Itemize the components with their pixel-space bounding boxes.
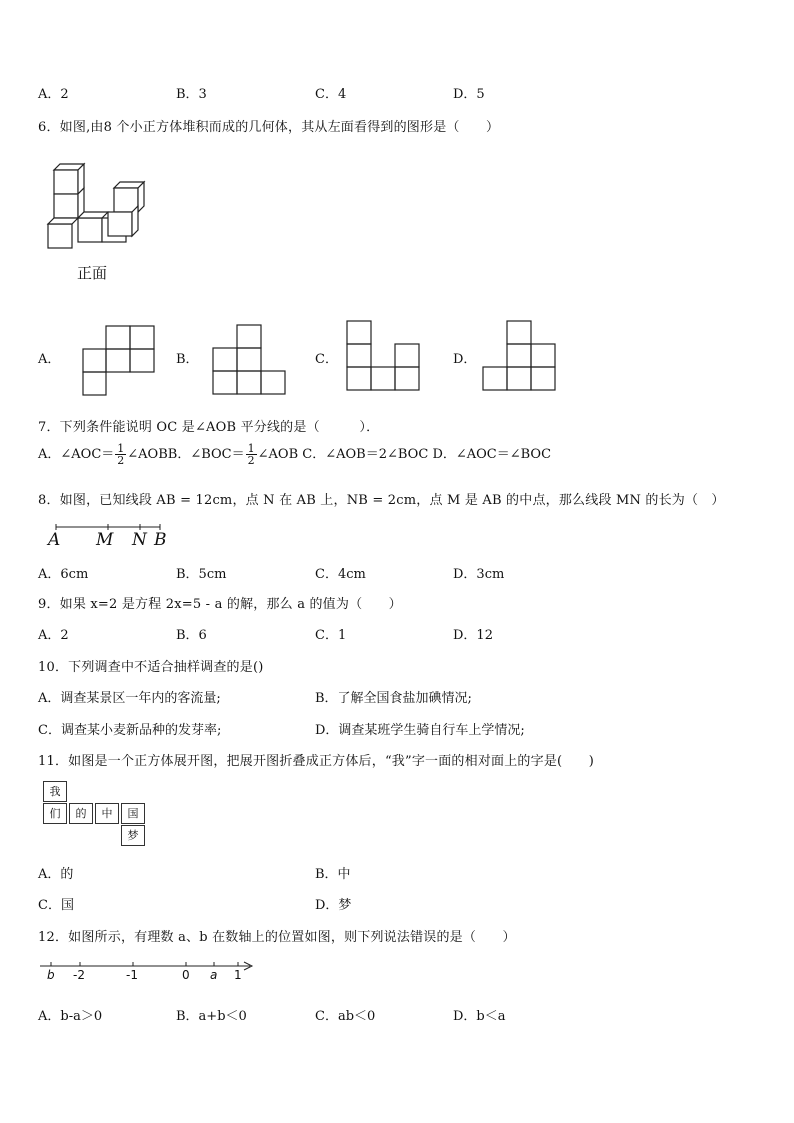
net-cell-meng: 梦 <box>121 825 145 846</box>
q12-label-b: b <box>47 968 55 982</box>
q7-option-b-suffix: ∠AOB <box>257 447 299 462</box>
q10-option-b: B．了解全国食盐加碘情况; <box>315 691 472 706</box>
q5-option-c: C．4 <box>315 87 347 102</box>
q6-stem: 6．如图,由8 个小正方体堆积而成的几何体，其从左面看得到的图形是（ ） <box>38 120 500 135</box>
q12-stem: 12．如图所示，有理数 a、b 在数轴上的位置如图，则下列说法错误的是（ ） <box>38 930 516 945</box>
q8-point-m: M <box>96 530 114 550</box>
q6-caption: 正面 <box>77 264 108 282</box>
q9-option-a: A．2 <box>38 628 69 643</box>
q12-label-0: 0 <box>182 968 190 982</box>
net-cell-wo: 我 <box>43 781 67 802</box>
q6-label-d: D． <box>453 352 477 367</box>
q9-stem: 9．如果 x=2 是方程 2x=5 - a 的解，那么 a 的值为（ ） <box>38 597 402 612</box>
q12-label-neg2: -2 <box>73 968 85 982</box>
q12-option-c: C．ab＜0 <box>315 1009 376 1024</box>
q7-stem: 7．下列条件能说明 OC 是∠AOB 平分线的是（ ）． <box>38 420 380 435</box>
q7-options-line <box>38 443 551 466</box>
q6-label-a: A． <box>38 352 61 367</box>
q9-option-c: C．1 <box>315 628 347 643</box>
q11-option-b: B．中 <box>315 867 351 882</box>
q8-option-c: C．4cm <box>315 567 366 582</box>
q6-option-a-figure <box>82 325 156 397</box>
q6-option-b-figure <box>212 324 288 396</box>
q12-number-line <box>38 958 260 978</box>
q8-stem: 8．如图，已知线段 AB = 12cm，点 N 在 AB 上，NB = 2cm，点 M 是 AB 的中点，那么线段 MN 的长为（ ） <box>38 493 725 508</box>
q6-label-b: B． <box>176 352 199 367</box>
q8-option-d: D．3cm <box>453 567 505 582</box>
q6-option-d-figure <box>482 320 558 394</box>
q5-option-d: D．5 <box>453 87 485 102</box>
q8-point-n: N <box>132 530 147 550</box>
q11-stem: 11．如图是一个正方体展开图，把展开图折叠成正方体后，“我”字一面的相对面上的字是( ) <box>38 754 594 769</box>
q8-point-a: A <box>48 530 61 550</box>
q6-label-c: C． <box>315 352 338 367</box>
q7-option-b-prefix: B．∠BOC＝ <box>167 447 245 462</box>
q12-label-a: a <box>210 968 218 982</box>
q8-option-a: A．6cm <box>38 567 89 582</box>
q7-option-c: C．∠AOB＝2∠BOC <box>302 447 429 462</box>
q10-option-c: C．调查某小麦新品种的发芽率; <box>38 723 222 738</box>
net-cell-men: 们 <box>43 803 67 824</box>
net-cell-guo: 国 <box>121 803 145 824</box>
q12-option-d: D．b＜a <box>453 1009 506 1024</box>
q7-option-d: D．∠AOC＝∠BOC <box>432 447 552 462</box>
q7-option-a-prefix: A．∠AOC＝ <box>38 447 115 462</box>
q7-option-b-fraction: $\frac{1}{2}$ <box>247 442 255 467</box>
q8-point-b: B <box>154 530 167 550</box>
q9-option-d: D．12 <box>453 628 493 643</box>
q5-option-b: B．3 <box>176 87 207 102</box>
q10-stem: 10．下列调查中不适合抽样调查的是() <box>38 660 264 675</box>
q10-option-a: A．调查某景区一年内的客流量; <box>38 691 221 706</box>
net-cell-zhong: 中 <box>95 803 119 824</box>
net-cell-de: 的 <box>69 803 93 824</box>
q11-option-a: A．的 <box>38 867 74 882</box>
q12-label-1: 1 <box>234 968 242 982</box>
q12-option-a: A．b-a＞0 <box>38 1009 103 1024</box>
q11-option-d: D．梦 <box>315 898 352 913</box>
q6-stacked-cubes-figure <box>44 160 154 255</box>
q6-option-c-figure <box>346 320 422 394</box>
q8-option-b: B．5cm <box>176 567 227 582</box>
q12-label-neg1: -1 <box>126 968 138 982</box>
q7-option-a-suffix: ∠AOB <box>127 447 168 462</box>
q5-option-a: A．2 <box>38 87 69 102</box>
q10-option-d: D．调查某班学生骑自行车上学情况; <box>315 723 525 738</box>
q9-option-b: B．6 <box>176 628 207 643</box>
q7-option-a-fraction: $\frac{1}{2}$ <box>117 442 125 467</box>
q12-option-b: B．a+b＜0 <box>176 1009 247 1024</box>
q11-option-c: C．国 <box>38 898 74 913</box>
